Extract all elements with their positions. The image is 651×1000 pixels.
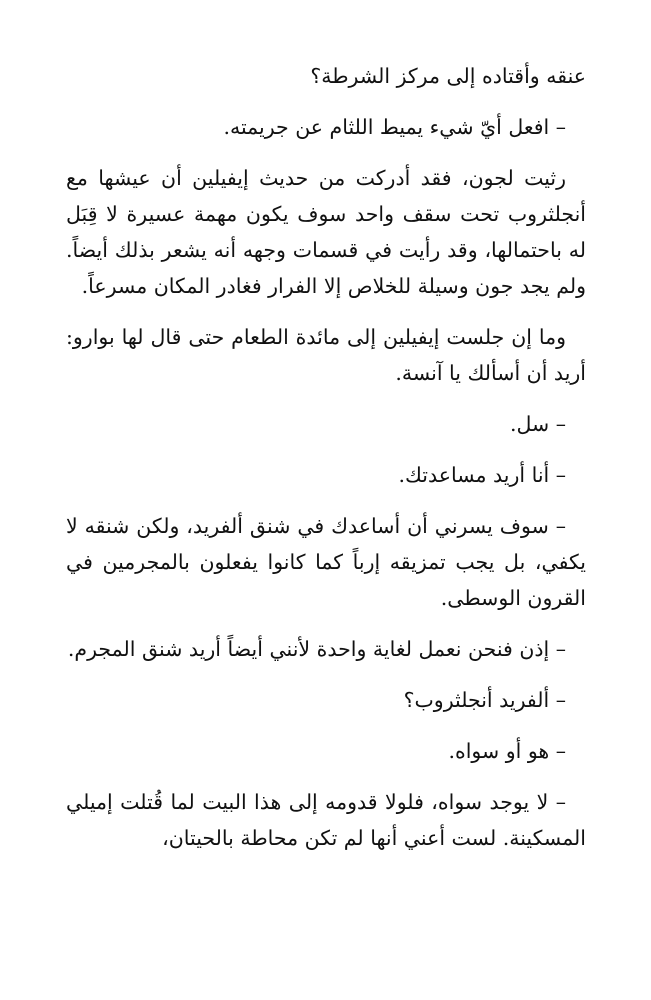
book-page	[66, 58, 586, 871]
paragraph-1: عنقه وأقتاده إلى مركز الشرطة؟	[310, 64, 586, 88]
paragraph-7: – سوف يسرني أن أساعدك في شنق ألفريد، ولكن شنقه لا يكفي، بل يجب تمزيقه إرباً كما كانوا يفعلون بالمجرمين في القرون الوسطى.	[66, 514, 586, 610]
paragraph-2: – افعل أيّ شيء يميط اللثام عن جريمته.	[223, 115, 566, 139]
paragraph-5: – سل.	[510, 412, 566, 436]
paragraph-8: – إذن فنحن نعمل لغاية واحدة لأنني أيضاً أريد شنق المجرم.	[67, 637, 566, 661]
paragraph-3: رثيت لجون، فقد أدركت من حديث إيفيلين أن عيشها مع أنجلثروب تحت سقف واحد سوف يكون مهمة عسيرة لا قِبَل له باحتمالها، وقد رأيت في قسمات وجهه أنه يشعر بذلك أيضاً. ولم يجد جون وسيلة للخلاص إلا الفرار فغادر المكان مسرعاً.	[66, 166, 586, 298]
paragraph-11: – لا يوجد سواه، فلولا قدومه إلى هذا البيت لما قُتلت إميلي المسكينة. لست أعني أنها لم تكن محاطة بالحيتان،	[66, 790, 586, 850]
paragraph-9: – ألفريد أنجلثروب؟	[403, 688, 566, 712]
paragraph-4: وما إن جلست إيفيلين إلى مائدة الطعام حتى قال لها بوارو: أريد أن أسألك يا آنسة.	[66, 325, 586, 385]
paragraph-10: – هو أو سواه.	[448, 739, 566, 763]
paragraph-6: – أنا أريد مساعدتك.	[398, 463, 566, 487]
